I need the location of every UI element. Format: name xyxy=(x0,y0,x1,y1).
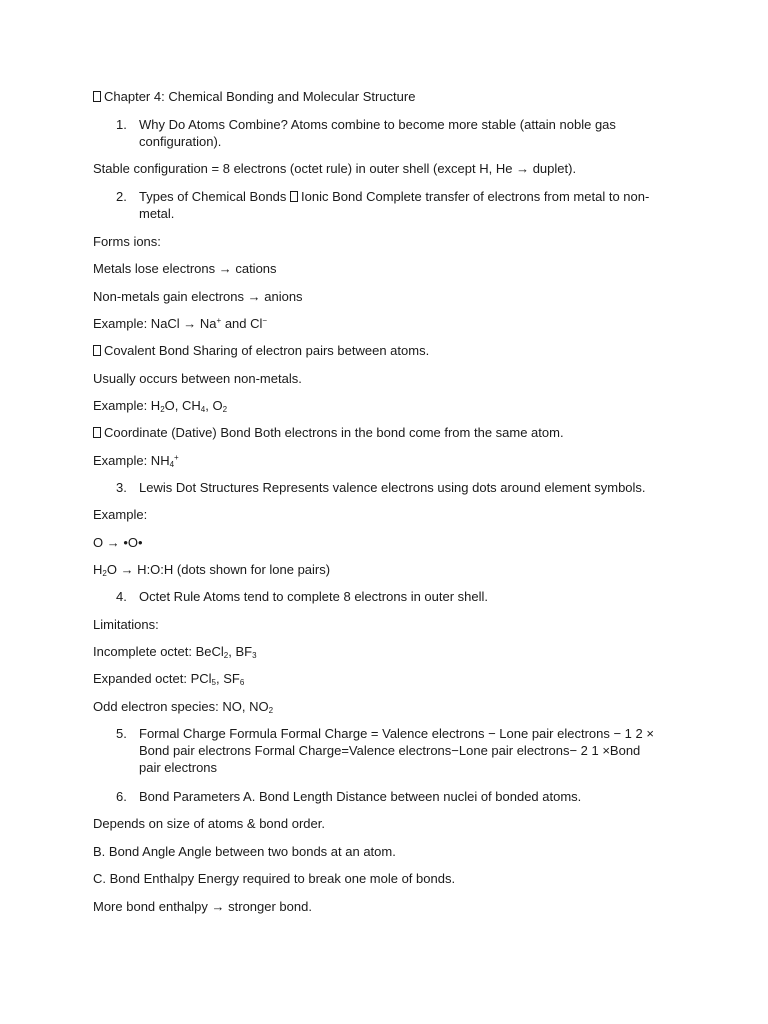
list-item-2: 2. Types of Chemical Bonds Ionic Bond Complete transfer of electrons from metal to non-metal. xyxy=(116,189,650,221)
h2o-dot-text: $H_2O$ → H:O:H (dots shown for lone pairs) xyxy=(93,562,331,578)
more-enthalpy-text: More bond enthalpy → stronger bond. xyxy=(93,899,312,914)
missing-glyph-icon xyxy=(93,427,101,438)
metals-lose-text: Metals lose electrons → cations xyxy=(93,261,277,276)
depends-text: Depends on size of atoms & bond order. xyxy=(93,816,325,831)
list-item-1: 1. Why Do Atoms Combine? Atoms combine to become more stable (attain noble gas configuration). xyxy=(116,117,616,149)
limitations-label: Limitations: xyxy=(93,617,159,632)
bond-enthalpy-text: C. Bond Enthalpy Energy required to break one mole of bonds. xyxy=(93,871,456,886)
stable-configuration-text: Stable configuration = 8 electrons (octet rule) in outer shell (except H, He → duplet). xyxy=(93,161,577,176)
covalent-bond-text: Covalent Bond Sharing of electron pairs between atoms. xyxy=(93,342,663,359)
chapter-title: Chapter 4: Chemical Bonding and Molecular Structure xyxy=(93,88,663,105)
list-item-3: 3. Lewis Dot Structures Represents valence electrons using dots around element symbols. xyxy=(116,480,646,495)
missing-glyph-icon xyxy=(93,91,101,102)
usually-occurs-text: Usually occurs between non-metals. xyxy=(93,371,302,386)
bond-angle-text: B. Bond Angle Angle between two bonds at an atom. xyxy=(93,844,396,859)
nacl-example: Example: NaCl → Na+ and Cl− xyxy=(93,316,268,331)
coordinate-bond-text: Coordinate (Dative) Bond Both electrons in the bond come from the same atom. xyxy=(93,424,663,441)
forms-ions-text: Forms ions: xyxy=(93,234,161,249)
missing-glyph-icon xyxy=(93,345,101,356)
nonmetals-gain-text: Non-metals gain electrons → anions xyxy=(93,289,303,304)
nh4-example: Example: $NH_4^+$ xyxy=(93,453,179,469)
example-label: Example: xyxy=(93,507,148,522)
list-item-6: 6. Bond Parameters A. Bond Length Distance between nuclei of bonded atoms. xyxy=(116,789,582,804)
odd-electron-text: Odd electron species: NO, $NO_2$ xyxy=(93,699,274,715)
missing-glyph-icon xyxy=(290,191,298,202)
incomplete-octet-text: Incomplete octet: BeCl$_2$, $BF_3$ xyxy=(93,644,257,660)
oxygen-dot-text: O → •O• xyxy=(93,535,143,550)
list-item-4: 4. Octet Rule Atoms tend to complete 8 electrons in outer shell. xyxy=(116,589,489,604)
list-item-5: 5. Formal Charge Formula Formal Charge = Valence electrons − Lone pair electrons − 1 2 × Bond pair electrons Formal Charge=Valence electrons−Lone pair electrons− 2 1 ×Bond pair electrons xyxy=(116,726,654,775)
expanded-octet-text: Expanded octet: PCl$_5$, $SF_6$ xyxy=(93,671,245,687)
covalent-example: Example: $H_2O$, $CH_4$, $O_2$ xyxy=(93,398,228,414)
